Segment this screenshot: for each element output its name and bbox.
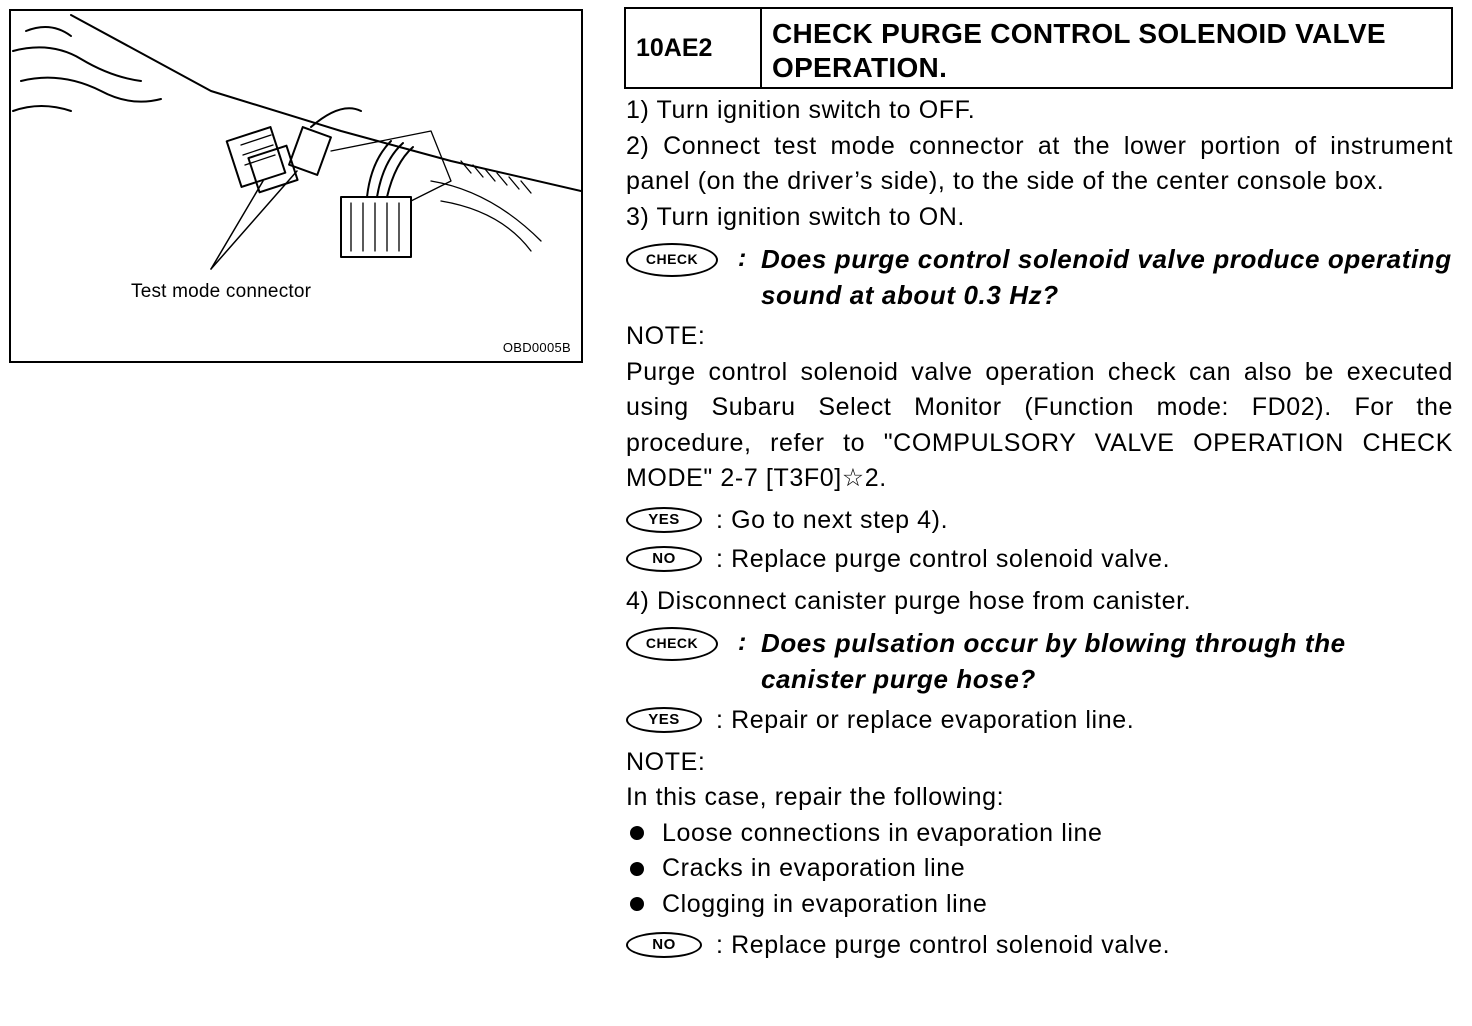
- check-badge: CHECK: [626, 243, 718, 277]
- bullet-icon: [630, 897, 644, 911]
- list-item: [626, 816, 1453, 852]
- note-heading: NOTE:: [626, 322, 706, 350]
- yes-response-1: [626, 503, 1453, 539]
- list-item: [626, 887, 1453, 923]
- yes-badge: YES: [626, 507, 702, 533]
- list-item-text: Clogging in evaporation line: [662, 889, 988, 918]
- no-response-1: [626, 542, 1453, 578]
- step-header: [624, 7, 1453, 89]
- check-question: Does purge control solenoid valve produce operating sound at about 0.3 Hz?: [760, 244, 1452, 310]
- step-3: 3) Turn ignition switch to ON.: [626, 202, 965, 231]
- check-1: [626, 241, 1453, 313]
- note-intro: In this case, repair the following:: [626, 783, 1005, 811]
- check-badge: CHECK: [626, 627, 718, 661]
- yes-badge: YES: [626, 707, 702, 733]
- check-colon: :: [738, 628, 747, 656]
- no-response-2: [626, 928, 1453, 964]
- cause-list: [626, 816, 1453, 923]
- figure-code: OBD0005B: [502, 340, 571, 355]
- no-badge: NO: [626, 932, 702, 958]
- connector-illustration: [11, 11, 583, 363]
- note-heading: NOTE:: [626, 747, 706, 776]
- list-item-text: Cracks in evaporation line: [662, 854, 966, 882]
- note-text: Purge control solenoid valve operation check can also be executed using Subaru Select Monitor (Function mode: FD02). For the procedure, refer to "COMPULSORY VALVE OPERATION CHECK MODE" 2-7 [T3F0]☆2.: [626, 357, 1453, 492]
- check-colon: :: [738, 244, 747, 272]
- step-title: CHECK PURGE CONTROL SOLENOID VALVE OPERATION.: [772, 18, 1386, 83]
- step-2: 2) Connect test mode connector at the lower portion of instrument panel (on the driver’s side), to the side of the center console box.: [626, 131, 1453, 195]
- check-2: [626, 625, 1453, 697]
- yes-text: : Go to next step 4).: [716, 505, 949, 534]
- step-code: 10AE2: [626, 9, 762, 87]
- no-text: : Replace purge control solenoid valve.: [716, 545, 1171, 573]
- figure-caption: Test mode connector: [131, 281, 312, 302]
- bullet-icon: [630, 862, 644, 876]
- list-item-text: Loose connections in evaporation line: [662, 818, 1103, 847]
- step-1: 1) Turn ignition switch to OFF.: [626, 96, 976, 124]
- figure-illustration: [9, 9, 583, 363]
- list-item: [626, 851, 1453, 887]
- yes-response-2: [626, 703, 1453, 739]
- procedure-body: [626, 93, 1453, 970]
- no-badge: NO: [626, 546, 702, 572]
- step-4: 4) Disconnect canister purge hose from canister.: [626, 586, 1192, 615]
- check-question: Does pulsation occur by blowing through the canister purge hose?: [760, 628, 1346, 694]
- bullet-icon: [630, 826, 644, 840]
- no-text: : Replace purge control solenoid valve.: [716, 931, 1171, 959]
- yes-text: : Repair or replace evaporation line.: [716, 706, 1135, 734]
